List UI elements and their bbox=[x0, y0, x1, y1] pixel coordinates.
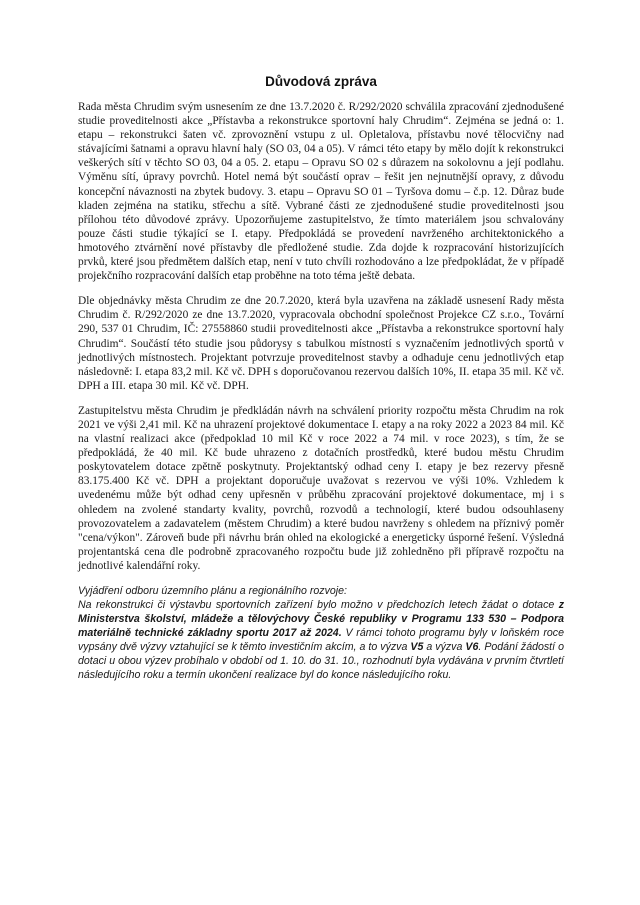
document-title: Důvodová zpráva bbox=[265, 74, 377, 89]
statement-call-v6: V6 bbox=[465, 641, 479, 653]
paragraph-feasibility-study: Dle objednávky města Chrudim ze dne 20.7.2020, která byla uzavřena na základě usnesení Rady města Chrudim č. R/292/2020 ze dne 13.7.2020, vypracovala obchodní společnost Projekce CZ s.r.o., Tovární 290, 537 01 Chrudim, IČ: 27558860 studii proveditelnosti akce „Přístavba a rekonstrukce sportovní haly Chrudim“. Součástí této studie jsou půdorysy s tabulkou místností s vyznačením jednotlivých sportů v jednotlivých místnostech. Projektant potvrzuje proveditelnost stavby a odhaduje cenu jednotlivých etap následovně: I. etapa 83,2 mil. Kč vč. DPH s doporučovanou rezervou dalších 10%, II. etapa 35 mil. Kč vč. DPH a III. etapa 30 mil. Kč vč. DPH. bbox=[78, 295, 564, 392]
statement-text-3: a výzva bbox=[423, 641, 466, 653]
statement-text-1: Na rekonstrukci či výstavbu sportovních zařízení bylo možno v předchozích letech žádat o dotace bbox=[78, 599, 559, 611]
department-statement bbox=[78, 584, 564, 682]
statement-text-4: . Podání žádostí o dotaci u obou výzev probíhalo v období od 1. 10. do 31. 10., rozhodnutí byla vydávána v prvním čtvrtletí následujícího roku a termín ukončení realizace byl do konce následujícího roku. bbox=[78, 641, 564, 681]
paragraph-budget-priority: Zastupitelstvu města Chrudim je předkládán návrh na schválení priority rozpočtu města Chrudim na rok 2021 ve výši 2,41 mil. Kč na uhrazení projektové dokumentace I. etapy a na roky 2022 a 2023 84 mil. Kč na vlastní realizaci akce (předpoklad 10 mil Kč v roce 2022 a 74 mil. v roce 2023), s tím, že se předpokládá, že 40 mil. Kč bude uhrazeno z dotačních prostředků, které budou městu Chrudim poskytovatelem dotace zpětně poskytnuty. Projektantský odhad ceny I. etapy je bez rezervy přesně 83.175.400 Kč vč. DPH a projektant doporučuje uvažovat s rezervou ve výši 10%. Vzhledem k uvedenému může být odhad ceny upřesněn v průběhu zpracování projektové dokumentace, mj i s ohledem na zvolené standarty kvality, povrchů, rozvodů a technologií, které budou odsouhlaseny provozovatelem a zadavatelem (městem Chrudim) a které budou navrženy s ohledem na příznivý poměr "cena/výkon". Zároveň bude při návrhu brán ohled na ekologické a energeticky úsporné řešení. Výsledná projentantská cena dle podrobně zpracovaného rozpočtu bude již zohledněno při přípravě rozpočtu na jednotlivé kalendářní roky. bbox=[78, 404, 564, 572]
statement-text-2: V rámci tohoto programu byly v loňském roce vypsány dvě výzvy vztahující se k těmto investičním akcím, a to výzva bbox=[78, 627, 564, 653]
statement-program-name: z Ministerstva školství, mládeže a tělovýchovy České republiky v Programu 133 530 – Podpora materiálně technické základny sportu 2017 až 2024. bbox=[78, 599, 564, 639]
document-body bbox=[78, 74, 564, 682]
paragraph-study-approval: Rada města Chrudim svým usnesením ze dne 13.7.2020 č. R/292/2020 schválila zpracování zjednodušené studie proveditelnosti akce „Přístavba a rekonstrukce sportovní haly Chrudim“. Zejména se jedná o: 1. etapu – rekonstrukci šaten vč. zprovoznění vstupu z ul. Opletalova, přístavbu nové tělocvičny nad stávajícími šatnami a opravu hlavní haly (SO 03, 04 a 05). V rámci této etapy by mělo dojít k rekonstrukci veškerých sítí v těchto SO 03, 04 a 05. 2. etapu – Opravu SO 02 s důrazem na sokolovnu a její podlahu. Výměnu sítí, úpravy povrchů. Hotel nemá být součástí oprav – řešit jen nejnutnější opravy, z důvodu koncepční návaznosti na zbytek budovy. 3. etapu – Opravu SO 01 – Tyršova domu – č.p. 12. Důraz bude kladen zejména na statiku, střechu a sítě. Vybrané části ze zjednodušené studie proveditelnosti jsou přílohou této důvodové zprávy. Upozorňujeme zastupitelstvo, že tímto materiálem jsou schvalovány pouze části studie týkající se I. etapy. Předpokládá se provedení navrženého architektonického a hmotového ztvárnění nové přístavby dle předložené studie. Zda dojde k rozpracování historizujících prvků, které jsou předmětem dalších etap, není v tuto chvíli rozhodováno a lze předpokládat, že v případě projekčního rozpracování dalších etap proběhne na toto téma ještě debata. bbox=[78, 101, 564, 283]
department-statement-heading: Vyjádření odboru územního plánu a regionálního rozvoje: bbox=[78, 585, 347, 597]
statement-call-v5: V5 bbox=[410, 641, 424, 653]
